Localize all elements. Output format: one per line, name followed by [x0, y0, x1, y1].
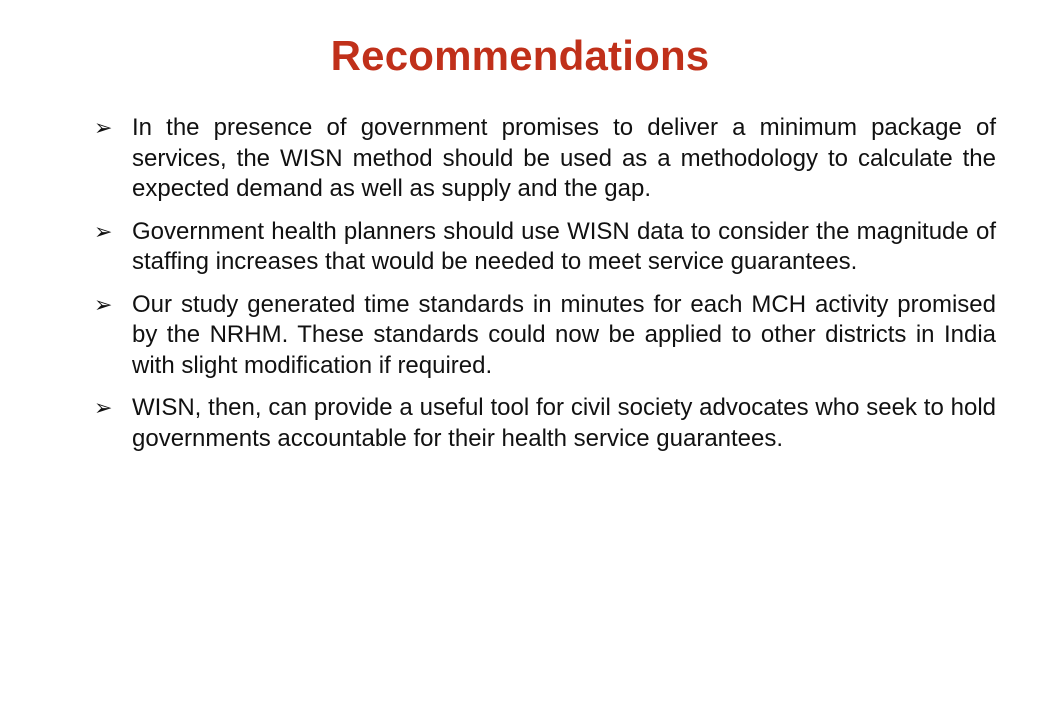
recommendations-list — [92, 113, 996, 466]
list-item — [92, 217, 996, 278]
arrow-bullet-icon: ➢ — [94, 218, 113, 244]
arrow-bullet-icon: ➢ — [94, 395, 113, 420]
arrow-bullet-icon: ➢ — [94, 115, 113, 140]
bullet-text: WISN, then, can provide a useful tool for civil society advocates who seek to hold governments accountable for their health service guarantees. — [132, 394, 996, 452]
bullet-text: Our study generated time standards in minutes for each MCH activity promised by the NRHM. These standards could now be applied to other districts in India with slight modification if required. — [132, 290, 996, 379]
list-item — [92, 393, 996, 454]
arrow-bullet-icon: ➢ — [94, 291, 113, 317]
bullet-text: In the presence of government promises to deliver a minimum package of services, the WISN method should be used as a methodology to calculate the expected demand as well as supply and the gap. — [132, 114, 996, 202]
bullet-text: Government health planners should use WISN data to consider the magnitude of staffing increases that would be needed to meet service guarantees. — [132, 217, 996, 275]
list-item — [92, 113, 996, 205]
slide-title: Recommendations — [330, 32, 710, 79]
list-item — [92, 290, 996, 382]
